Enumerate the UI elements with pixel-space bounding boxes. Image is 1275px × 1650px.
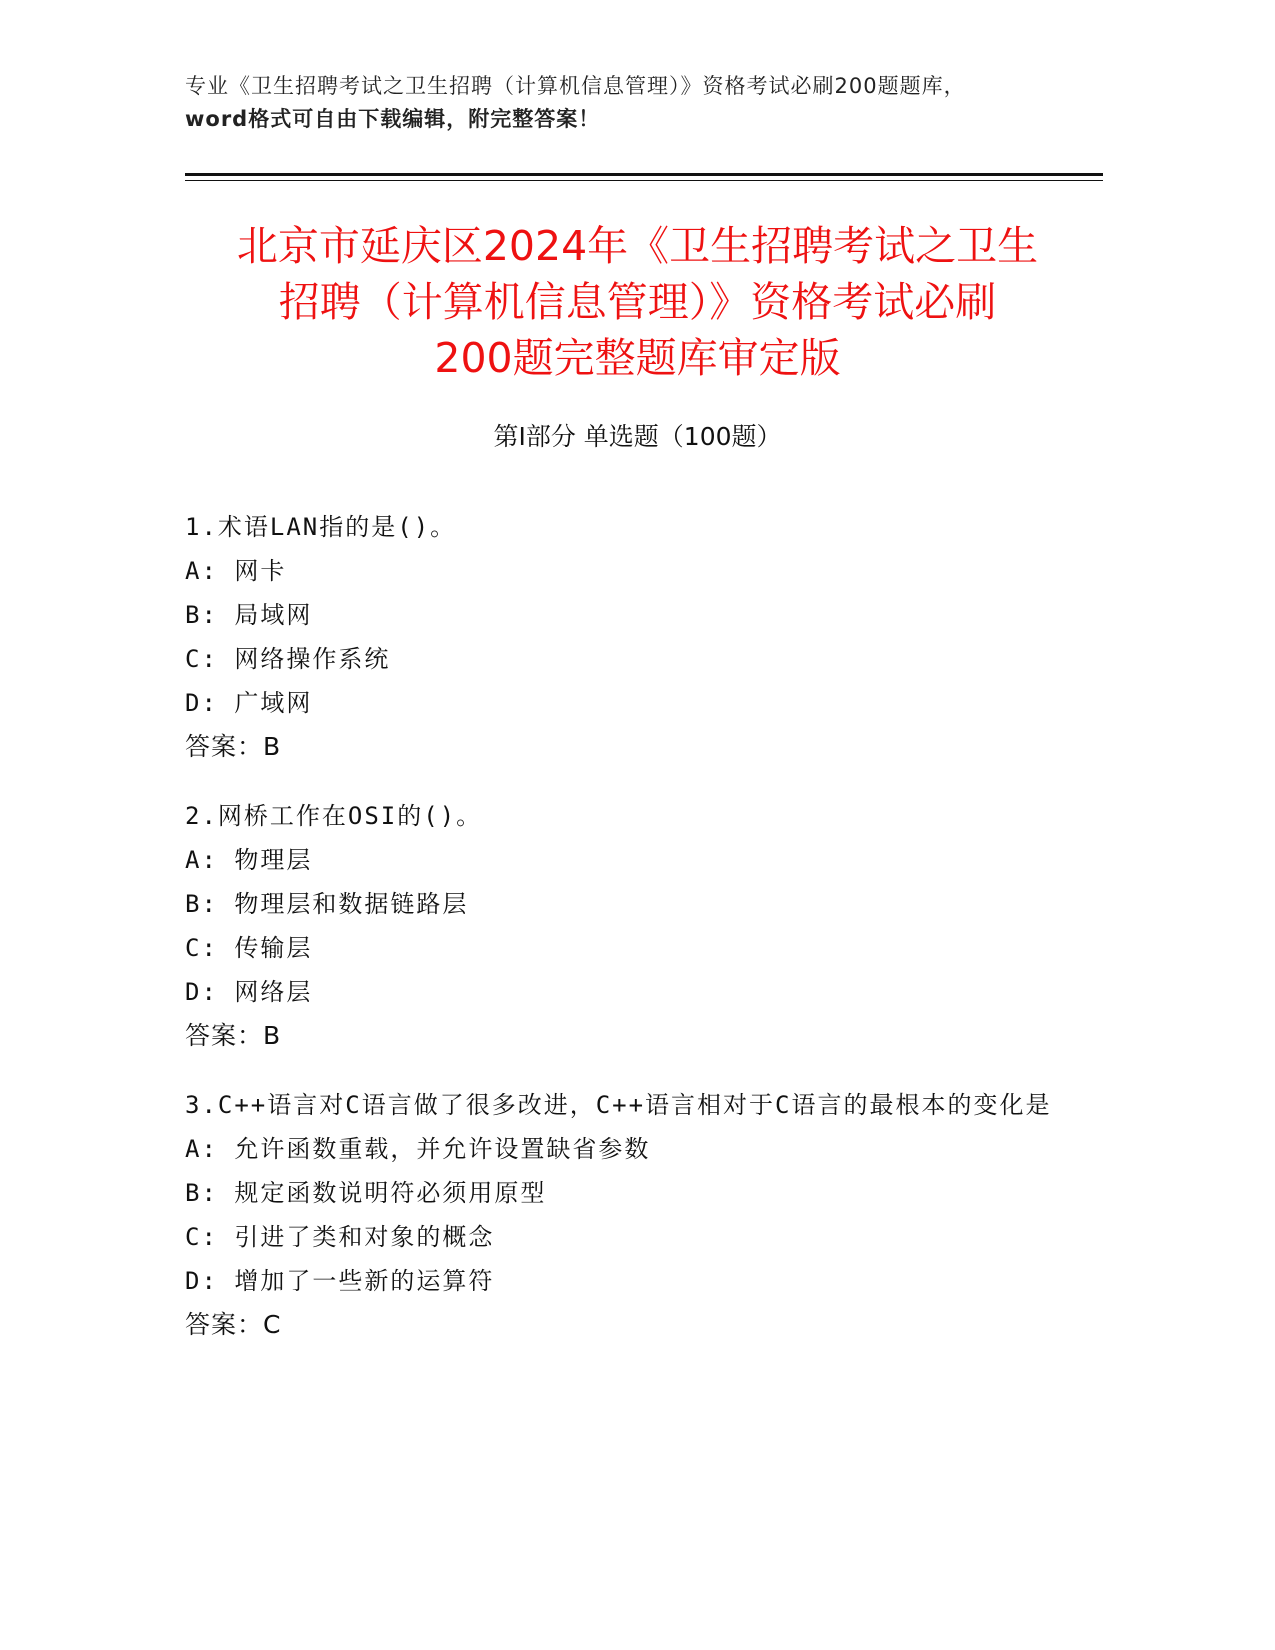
title-line3: 200题完整题库审定版 <box>434 334 841 382</box>
question-stem: 3.C++语言对C语言做了很多改进，C++语言相对于C语言的最根本的变化是 <box>185 1091 1052 1119</box>
title-line1: 北京市延庆区2024年《卫生招聘考试之卫生 <box>236 222 1039 270</box>
document-title <box>160 218 1115 386</box>
answer-line: 答案：B <box>185 1021 282 1050</box>
title-line2: 招聘（计算机信息管理）》资格考试必刷 <box>278 278 997 326</box>
option-d: D: 广域网 <box>185 689 313 717</box>
option-d: D: 网络层 <box>185 978 313 1006</box>
header-divider-thick <box>185 173 1103 176</box>
question-list <box>185 505 1085 1372</box>
question-2 <box>185 794 1085 1058</box>
section-heading: 第Ⅰ部分 单选题（100题） <box>493 422 782 451</box>
option-b: B: 规定函数说明符必须用原型 <box>185 1179 547 1207</box>
question-1 <box>185 505 1085 769</box>
option-c: C: 传输层 <box>185 934 313 962</box>
answer-line: 答案：C <box>185 1310 282 1339</box>
header-note-line2: word格式可自由下载编辑，附完整答案！ <box>185 107 601 131</box>
option-c: C: 引进了类和对象的概念 <box>185 1223 495 1251</box>
option-a: A: 允许函数重载，并允许设置缺省参数 <box>185 1135 651 1163</box>
header-note-line1: 专业《卫生招聘考试之卫生招聘（计算机信息管理）》资格考试必刷200题题库， <box>185 74 966 98</box>
option-c: C: 网络操作系统 <box>185 645 391 673</box>
header-divider-thin <box>185 180 1103 181</box>
option-b: B: 物理层和数据链路层 <box>185 890 469 918</box>
question-stem: 2.网桥工作在OSI的()。 <box>185 802 483 830</box>
option-b: B: 局域网 <box>185 601 313 629</box>
header-note <box>185 70 1105 136</box>
option-d: D: 增加了一些新的运算符 <box>185 1267 495 1295</box>
option-a: A: 物理层 <box>185 846 313 874</box>
question-3 <box>185 1083 1085 1347</box>
option-a: A: 网卡 <box>185 557 287 585</box>
answer-line: 答案：B <box>185 732 282 761</box>
question-stem: 1.术语LAN指的是()。 <box>185 513 457 541</box>
